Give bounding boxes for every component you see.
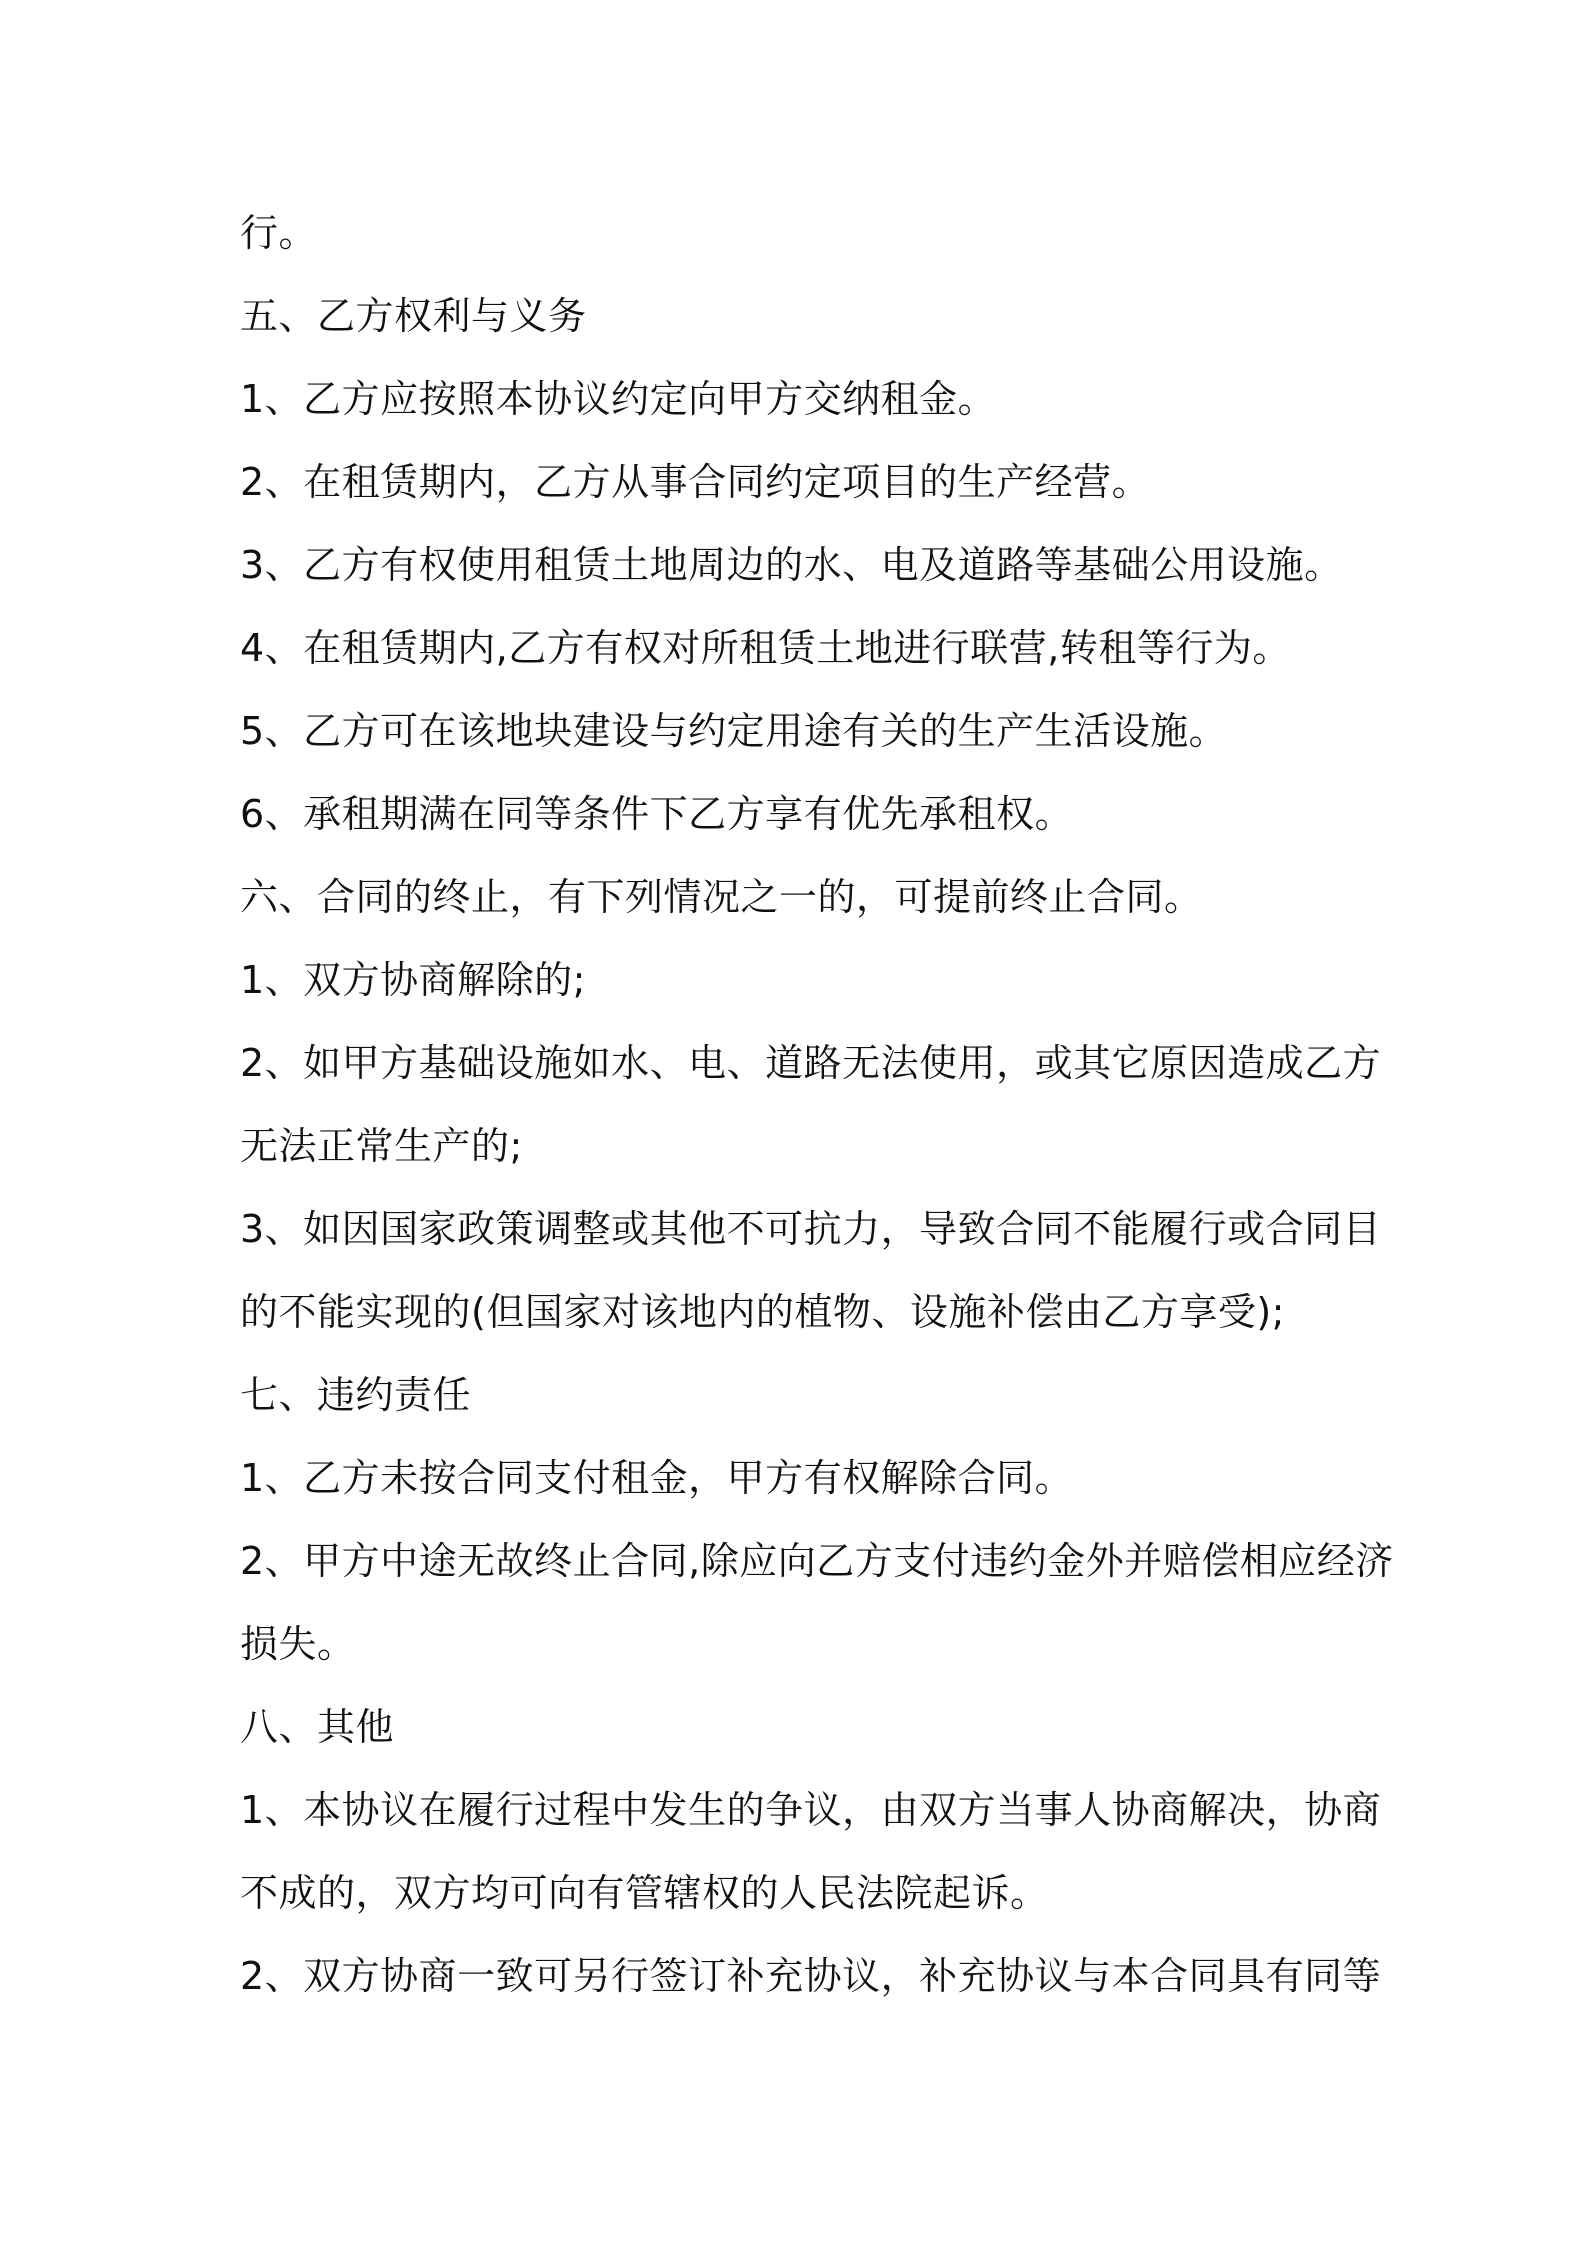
clause-8-1-continued: 不成的，双方均可向有管辖权的人民法院起诉。 [240,1871,1049,1915]
clause-5-6: 6、承租期满在同等条件下乙方享有优先承租权。 [240,792,1074,836]
clause-6-2-continued: 无法正常生产的; [240,1124,523,1168]
clause-5-5: 5、乙方可在该地块建设与约定用途有关的生产生活设施。 [240,709,1228,753]
clause-8-2: 2、双方协商一致可另行签订补充协议，补充协议与本合同具有同等 [240,1954,1382,1998]
clause-5-2: 2、在租赁期内，乙方从事合同约定项目的生产经营。 [240,460,1151,504]
clause-6-3-continued: 的不能实现的(但国家对该地内的植物、设施补偿由乙方享受); [240,1290,1285,1334]
section-heading-8: 八、其他 [240,1705,395,1749]
clause-5-1: 1、乙方应按照本协议约定向甲方交纳租金。 [240,377,997,421]
continuation-line: 行。 [240,211,318,255]
clause-7-1: 1、乙方未按合同支付租金，甲方有权解除合同。 [240,1456,1074,1500]
document-body [240,192,1394,2018]
clause-5-4: 4、在租赁期内,乙方有权对所租赁土地进行联营,转租等行为。 [240,626,1291,670]
section-heading-5: 五、乙方权利与义务 [240,294,587,338]
clause-7-2-continued: 损失。 [240,1622,356,1666]
clause-6-1: 1、双方协商解除的; [240,958,586,1002]
clause-7-2: 2、甲方中途无故终止合同,除应向乙方支付违约金外并赔偿相应经济 [240,1539,1394,1583]
clause-5-3: 3、乙方有权使用租赁土地周边的水、电及道路等基础公用设施。 [240,543,1343,587]
section-heading-7: 七、违约责任 [240,1373,472,1417]
clause-6-2: 2、如甲方基础设施如水、电、道路无法使用，或其它原因造成乙方 [240,1041,1382,1085]
clause-8-1: 1、本协议在履行过程中发生的争议，由双方当事人协商解决，协商 [240,1788,1382,1832]
section-heading-6: 六、合同的终止，有下列情况之一的，可提前终止合同。 [240,875,1203,919]
clause-6-3: 3、如因国家政策调整或其他不可抗力，导致合同不能履行或合同目 [240,1207,1382,1251]
